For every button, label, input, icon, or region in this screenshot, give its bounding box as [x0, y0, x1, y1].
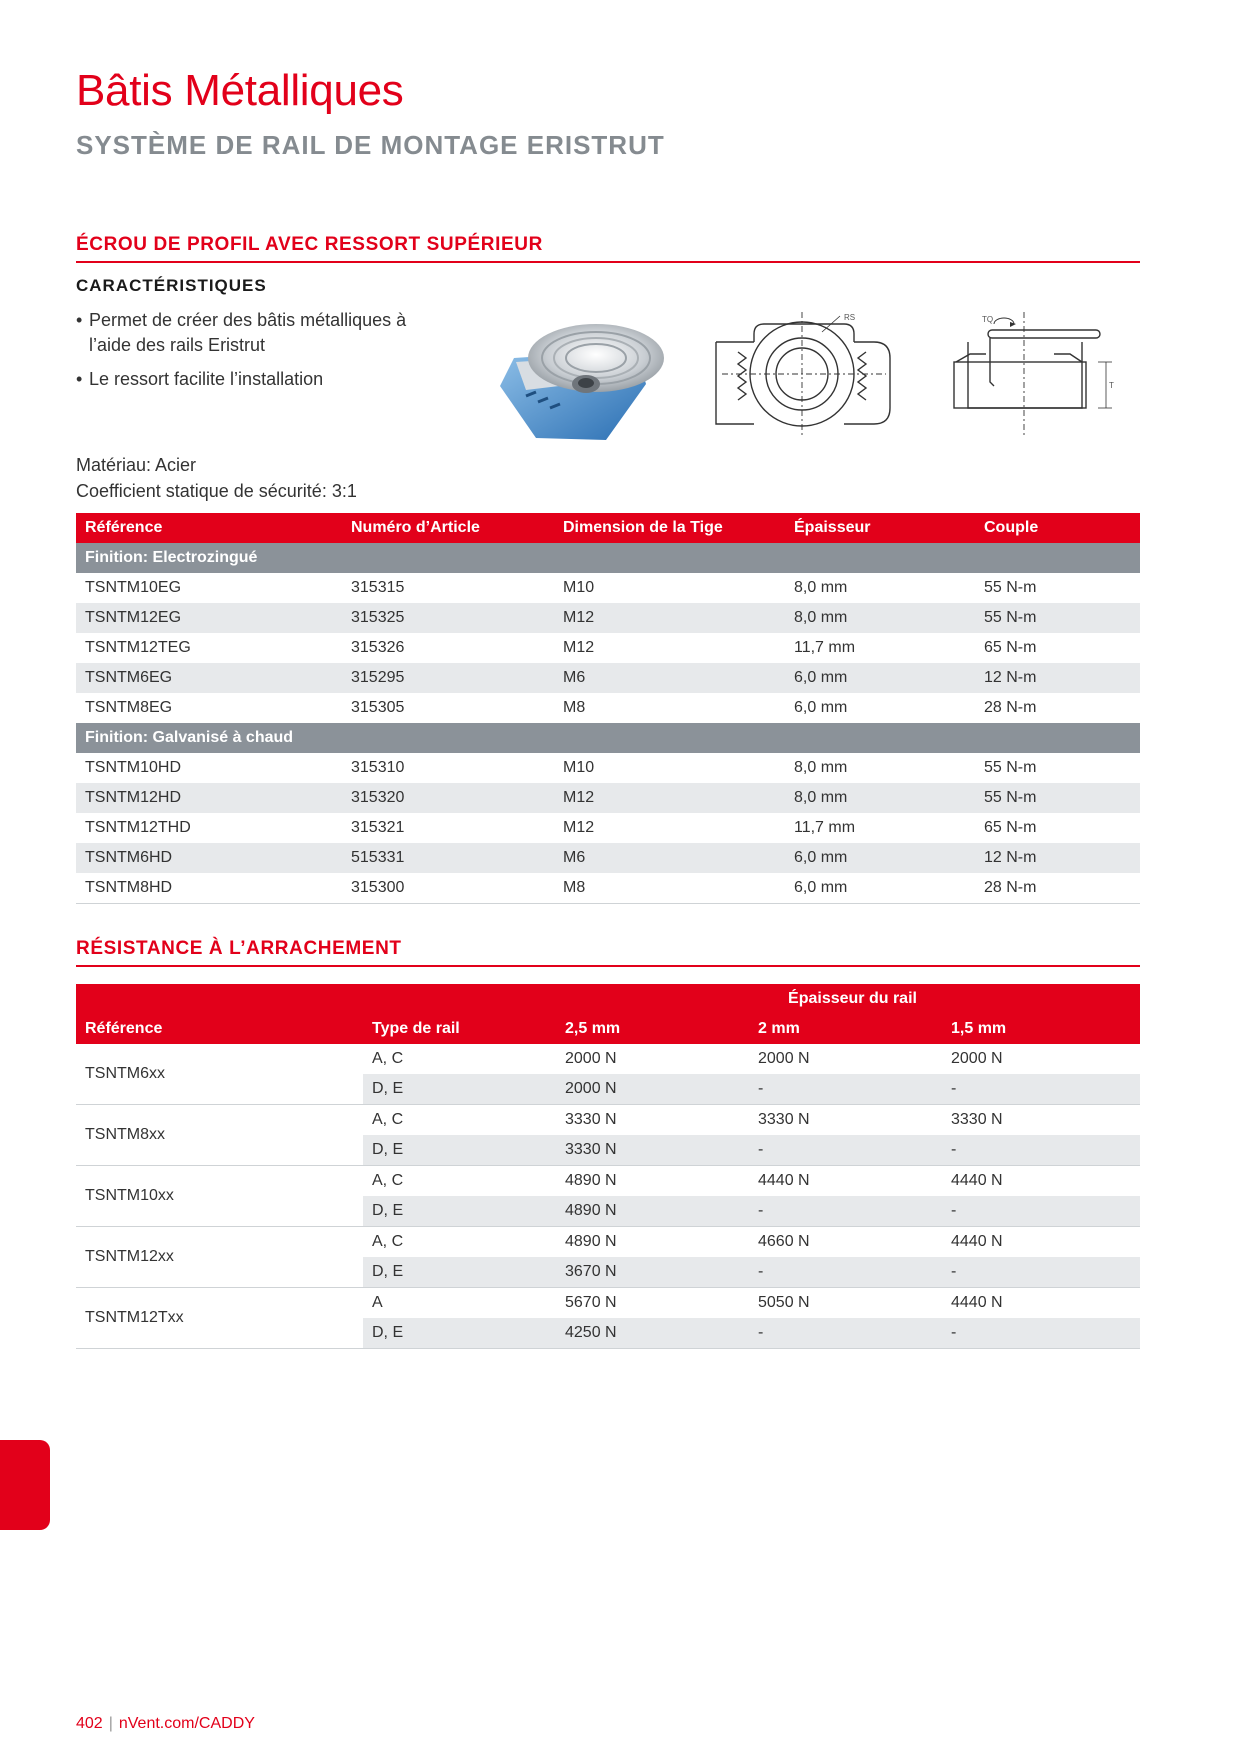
cell: A, C — [372, 1111, 404, 1128]
side-tab-marker — [0, 1440, 50, 1530]
cell: A, C — [372, 1172, 404, 1189]
cell: 8,0 mm — [785, 603, 975, 633]
page-title: Bâtis Métalliques — [76, 66, 404, 115]
table-header-row — [76, 513, 1140, 543]
cell: - — [942, 1196, 1140, 1227]
cell: M6 — [554, 663, 785, 693]
cell: TSNTM6EG — [76, 663, 342, 693]
col-2-5mm: 2,5 mm — [556, 1014, 749, 1044]
material-info — [76, 452, 357, 504]
cell: 315320 — [342, 783, 554, 813]
cell: 315300 — [342, 873, 554, 904]
col-2mm: 2 mm — [749, 1014, 942, 1044]
table-row — [76, 873, 1140, 904]
cell: 6,0 mm — [794, 699, 848, 716]
cell: 3330 N — [556, 1135, 749, 1166]
cell: 2000 N — [556, 1074, 749, 1105]
cell: 8,0 mm — [794, 579, 848, 596]
cell: A, C — [372, 1233, 404, 1250]
cell: 315325 — [342, 603, 554, 633]
cell: - — [749, 1318, 942, 1349]
cell: 55 N-m — [984, 759, 1037, 776]
cell: M10 — [563, 759, 595, 776]
table-row — [76, 843, 1140, 873]
table-row — [76, 693, 1140, 723]
cell: 28 N-m — [984, 699, 1037, 716]
reference-cell: TSNTM12Txx — [76, 1288, 363, 1349]
cell: 6,0 mm — [785, 873, 975, 904]
cell: 3330 N — [565, 1111, 617, 1128]
front-label-rs: RS — [844, 313, 856, 322]
cell: D, E — [363, 1074, 556, 1105]
cell: 315321 — [351, 819, 405, 836]
page-subtitle: SYSTÈME DE RAIL DE MONTAGE ERISTRUT — [76, 130, 665, 160]
cell: - — [749, 1257, 942, 1288]
group-label: Finition: Galvanisé à chaud — [76, 723, 1140, 753]
col-torque: Couple — [975, 513, 1140, 543]
cell: D, E — [363, 1135, 556, 1166]
features-heading: CARACTÉRISTIQUES — [76, 276, 267, 295]
cell: 11,7 mm — [794, 819, 856, 836]
cell: - — [942, 1074, 1140, 1105]
safety-factor-text: Coefficient statique de sécurité: 3:1 — [76, 481, 357, 501]
feature-item: • Le ressort facilite l’installation — [76, 367, 436, 392]
table-row — [76, 1044, 1140, 1074]
cell: 5050 N — [758, 1294, 810, 1311]
cell: - — [749, 1074, 942, 1105]
cell: A — [372, 1294, 383, 1311]
cell: 65 N-m — [984, 819, 1037, 836]
reference-cell: TSNTM10xx — [76, 1166, 363, 1227]
table-row — [76, 1288, 1140, 1319]
cell: 315326 — [351, 639, 405, 656]
cell: D, E — [363, 1257, 556, 1288]
cell: TSNTM8EG — [85, 699, 173, 716]
table-row — [76, 663, 1140, 693]
group-label: Finition: Electrozingué — [76, 543, 1140, 573]
features-list — [76, 308, 436, 401]
cell: 4660 N — [758, 1233, 810, 1250]
cell: 315305 — [351, 699, 405, 716]
cell: 2000 N — [758, 1050, 810, 1067]
cell: TSNTM10EG — [85, 579, 182, 596]
cell: - — [749, 1196, 942, 1227]
cell: 8,0 mm — [794, 759, 848, 776]
table-header-row — [76, 1014, 1140, 1044]
cell: 6,0 mm — [785, 843, 975, 873]
col-thickness: Épaisseur — [785, 513, 975, 543]
cell: 65 N-m — [984, 639, 1037, 656]
product-table — [76, 513, 1140, 904]
footer-separator: | — [108, 1715, 113, 1732]
col-rod-dimension: Dimension de la Tige — [554, 513, 785, 543]
cell: TSNTM6HD — [76, 843, 342, 873]
cell: TSNTM12THD — [85, 819, 191, 836]
cell: M8 — [563, 699, 586, 716]
table-row — [76, 633, 1140, 663]
cell: 11,7 mm — [794, 639, 856, 656]
cell: M8 — [554, 873, 785, 904]
reference-cell: TSNTM12xx — [76, 1227, 363, 1288]
cell: - — [942, 1318, 1140, 1349]
table-row — [76, 1166, 1140, 1197]
front-view-drawing — [714, 312, 894, 438]
cell: 3670 N — [556, 1257, 749, 1288]
cell: 4440 N — [951, 1172, 1003, 1189]
cell: - — [942, 1257, 1140, 1288]
cell: 28 N-m — [975, 873, 1140, 904]
cell: 5670 N — [565, 1294, 617, 1311]
table-row — [76, 753, 1140, 783]
table-row — [76, 573, 1140, 603]
col-reference: Référence — [76, 1014, 363, 1044]
cell: D, E — [363, 1196, 556, 1227]
table-row — [76, 783, 1140, 813]
cell: 315295 — [342, 663, 554, 693]
cell: - — [942, 1135, 1140, 1166]
cell: 4890 N — [556, 1196, 749, 1227]
reference-cell: TSNTM8xx — [76, 1105, 363, 1166]
cell: 4440 N — [951, 1233, 1003, 1250]
footer — [76, 1715, 255, 1733]
cell: TSNTM12TEG — [85, 639, 191, 656]
cell: TSNTM12EG — [76, 603, 342, 633]
cell: TSNTM8HD — [76, 873, 342, 904]
side-label-tq: TQ — [982, 315, 994, 324]
cell: D, E — [363, 1318, 556, 1349]
cell: 55 N-m — [975, 783, 1140, 813]
cell: 55 N-m — [984, 579, 1037, 596]
cell: 8,0 mm — [785, 783, 975, 813]
cell: 4440 N — [758, 1172, 810, 1189]
cell: 315315 — [351, 579, 405, 596]
cell: 3330 N — [951, 1111, 1003, 1128]
cell: A, C — [372, 1050, 404, 1067]
cell: M12 — [563, 819, 595, 836]
cell: TSNTM12HD — [76, 783, 342, 813]
group-row — [76, 723, 1140, 753]
table-group-header-row — [76, 984, 1140, 1014]
table-row — [76, 603, 1140, 633]
cell: 4250 N — [556, 1318, 749, 1349]
cell: 315310 — [351, 759, 405, 776]
cell: M12 — [563, 639, 595, 656]
side-label-t: T — [1109, 381, 1114, 390]
cell: TSNTM10HD — [85, 759, 182, 776]
cell: 3330 N — [758, 1111, 810, 1128]
cell: 4890 N — [565, 1172, 617, 1189]
cell: M6 — [554, 843, 785, 873]
rail-thickness-group-header: Épaisseur du rail — [556, 984, 1140, 1014]
cell: M12 — [554, 783, 785, 813]
cell: 4440 N — [951, 1294, 1003, 1311]
cell: 12 N-m — [975, 843, 1140, 873]
product-photo — [496, 306, 676, 442]
cell: M10 — [563, 579, 595, 596]
cell: 55 N-m — [975, 603, 1140, 633]
cell: 6,0 mm — [785, 663, 975, 693]
col-reference: Référence — [76, 513, 342, 543]
side-view-drawing — [950, 312, 1120, 438]
group-row — [76, 543, 1140, 573]
footer-website[interactable]: nVent.com/CADDY — [118, 1715, 255, 1732]
feature-item: • Permet de créer des bâtis métalliques à l’aide des rails Eristrut — [76, 308, 436, 358]
product-heading: ÉCROU DE PROFIL AVEC RESSORT SUPÉRIEUR — [76, 234, 1140, 263]
cell: 2000 N — [951, 1050, 1003, 1067]
cell: 2000 N — [565, 1050, 617, 1067]
table-row — [76, 1227, 1140, 1258]
cell: M12 — [554, 603, 785, 633]
cell: - — [749, 1135, 942, 1166]
material-text: Matériau: Acier — [76, 455, 197, 475]
cell: 12 N-m — [975, 663, 1140, 693]
reference-cell: TSNTM6xx — [76, 1044, 363, 1105]
col-rail-type: Type de rail — [363, 1014, 556, 1044]
cell: 4890 N — [565, 1233, 617, 1250]
resistance-table — [76, 984, 1140, 1349]
col-article-number: Numéro d’Article — [342, 513, 554, 543]
page-number: 402 — [76, 1715, 103, 1732]
col-1-5mm: 1,5 mm — [942, 1014, 1140, 1044]
table-row — [76, 1105, 1140, 1136]
table-row — [76, 813, 1140, 843]
cell: 515331 — [342, 843, 554, 873]
resistance-heading: RÉSISTANCE À L’ARRACHEMENT — [76, 938, 1140, 967]
